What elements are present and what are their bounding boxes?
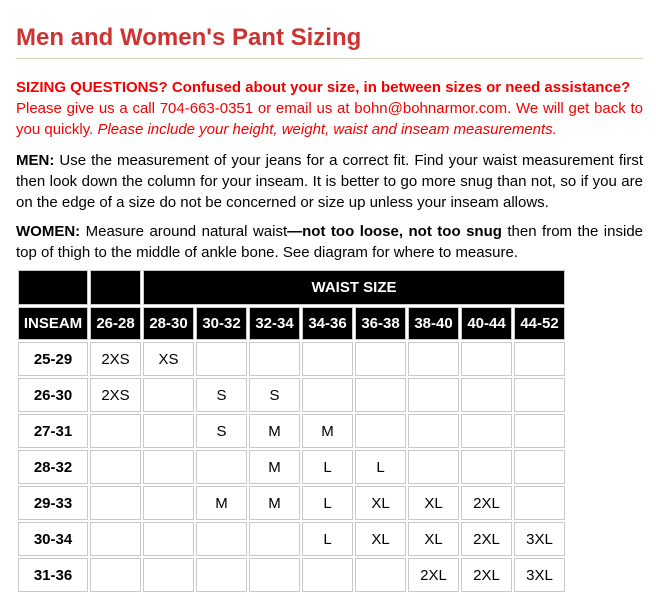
size-cell — [408, 450, 459, 484]
size-cell: 2XL — [461, 558, 512, 592]
size-cell — [90, 486, 141, 520]
waist-column-header: 32-34 — [249, 307, 300, 340]
size-cell — [249, 558, 300, 592]
size-cell — [461, 414, 512, 448]
size-table-head — [18, 270, 565, 340]
size-cell — [514, 486, 565, 520]
size-cell — [355, 414, 406, 448]
size-cell: S — [196, 378, 247, 412]
size-cell: M — [249, 450, 300, 484]
waist-column-header: 40-44 — [461, 307, 512, 340]
header-spacer-cell — [18, 270, 88, 305]
size-cell — [90, 450, 141, 484]
size-cell — [302, 378, 353, 412]
size-cell — [90, 558, 141, 592]
table-row — [18, 378, 565, 412]
inseam-cell: 25-29 — [18, 342, 88, 376]
inseam-header: INSEAM — [18, 307, 88, 340]
table-row — [18, 522, 565, 556]
size-cell — [461, 378, 512, 412]
waist-column-header: 26-28 — [90, 307, 141, 340]
column-header-row — [18, 307, 565, 340]
contact-heading: SIZING QUESTIONS? Confused about your size, in between sizes or need assistance? — [16, 79, 631, 96]
table-row — [18, 414, 565, 448]
waist-column-header: 36-38 — [355, 307, 406, 340]
size-cell — [90, 414, 141, 448]
size-cell — [461, 450, 512, 484]
size-cell — [90, 522, 141, 556]
size-cell: 2XL — [461, 522, 512, 556]
size-cell — [249, 522, 300, 556]
size-cell: M — [196, 486, 247, 520]
size-cell — [408, 342, 459, 376]
size-cell — [408, 414, 459, 448]
waist-column-header: 28-30 — [143, 307, 194, 340]
size-table — [16, 268, 567, 594]
header-spacer-cell — [90, 270, 141, 305]
men-paragraph — [16, 150, 643, 213]
inseam-cell: 28-32 — [18, 450, 88, 484]
title-divider — [16, 58, 643, 59]
size-cell: L — [302, 486, 353, 520]
page-title: Men and Women's Pant Sizing — [16, 24, 362, 51]
contact-paragraph — [16, 77, 643, 140]
table-row — [18, 450, 565, 484]
size-cell: M — [302, 414, 353, 448]
inseam-cell: 29-33 — [18, 486, 88, 520]
size-cell: XL — [408, 522, 459, 556]
size-cell — [514, 450, 565, 484]
size-cell: XL — [355, 522, 406, 556]
size-cell — [461, 342, 512, 376]
size-cell — [196, 522, 247, 556]
size-cell — [355, 342, 406, 376]
size-table-body — [18, 342, 565, 592]
size-cell: M — [249, 486, 300, 520]
women-text-before: Measure around natural waist — [80, 223, 288, 240]
women-paragraph — [16, 221, 643, 263]
email-address: bohn@bohnarmor.com — [354, 100, 508, 117]
size-cell — [143, 558, 194, 592]
inseam-cell: 27-31 — [18, 414, 88, 448]
contact-call-prefix: Please give us a call — [16, 100, 160, 117]
women-text-after: then from the inside top of thigh to the middle of ankle bone. See diagram for where to measure. — [16, 223, 643, 261]
size-cell: L — [355, 450, 406, 484]
size-cell: XS — [143, 342, 194, 376]
waist-column-header: 44-52 — [514, 307, 565, 340]
size-cell: L — [302, 522, 353, 556]
size-cell — [143, 522, 194, 556]
waist-group-row — [18, 270, 565, 305]
size-cell — [514, 378, 565, 412]
size-cell — [196, 450, 247, 484]
table-row — [18, 486, 565, 520]
waist-size-group-header: WAIST SIZE — [143, 270, 565, 305]
size-cell — [143, 414, 194, 448]
men-label: MEN: — [16, 152, 55, 169]
size-cell — [302, 558, 353, 592]
size-cell — [249, 342, 300, 376]
waist-column-header: 30-32 — [196, 307, 247, 340]
size-cell: 3XL — [514, 558, 565, 592]
size-cell: XL — [355, 486, 406, 520]
contact-email-prefix: or email us at — [253, 100, 355, 117]
size-cell — [143, 450, 194, 484]
size-cell — [143, 486, 194, 520]
size-cell: S — [196, 414, 247, 448]
waist-column-header: 38-40 — [408, 307, 459, 340]
contact-after-email: . We will get back to you quickly. — [16, 100, 643, 138]
inseam-cell: 26-30 — [18, 378, 88, 412]
size-cell: L — [302, 450, 353, 484]
men-text: Use the measurement of your jeans for a correct fit. Find your waist measurement first then look down the column for your inseam. It is better to go more snug than not, so if you are on the edge of a size do not be concerned or size up unless your inseam allows. — [16, 152, 643, 211]
size-cell — [408, 378, 459, 412]
size-cell — [355, 558, 406, 592]
size-cell: 2XS — [90, 378, 141, 412]
size-cell: 2XS — [90, 342, 141, 376]
size-cell: S — [249, 378, 300, 412]
waist-column-header: 34-36 — [302, 307, 353, 340]
contact-note: Please include your height, weight, waist and inseam measurements. — [97, 121, 557, 138]
inseam-cell: 30-34 — [18, 522, 88, 556]
size-cell — [196, 342, 247, 376]
table-row — [18, 558, 565, 592]
size-cell: 2XL — [408, 558, 459, 592]
size-cell: 3XL — [514, 522, 565, 556]
women-label: WOMEN: — [16, 223, 81, 240]
size-cell: XL — [408, 486, 459, 520]
size-cell — [514, 342, 565, 376]
inseam-cell: 31-36 — [18, 558, 88, 592]
size-cell — [355, 378, 406, 412]
size-cell: M — [249, 414, 300, 448]
size-cell — [196, 558, 247, 592]
women-bold-text: —not too loose, not too snug — [287, 223, 502, 240]
size-cell — [302, 342, 353, 376]
size-cell — [514, 414, 565, 448]
size-cell — [143, 378, 194, 412]
table-row — [18, 342, 565, 376]
size-cell: 2XL — [461, 486, 512, 520]
phone-number: 704-663-0351 — [159, 100, 254, 117]
